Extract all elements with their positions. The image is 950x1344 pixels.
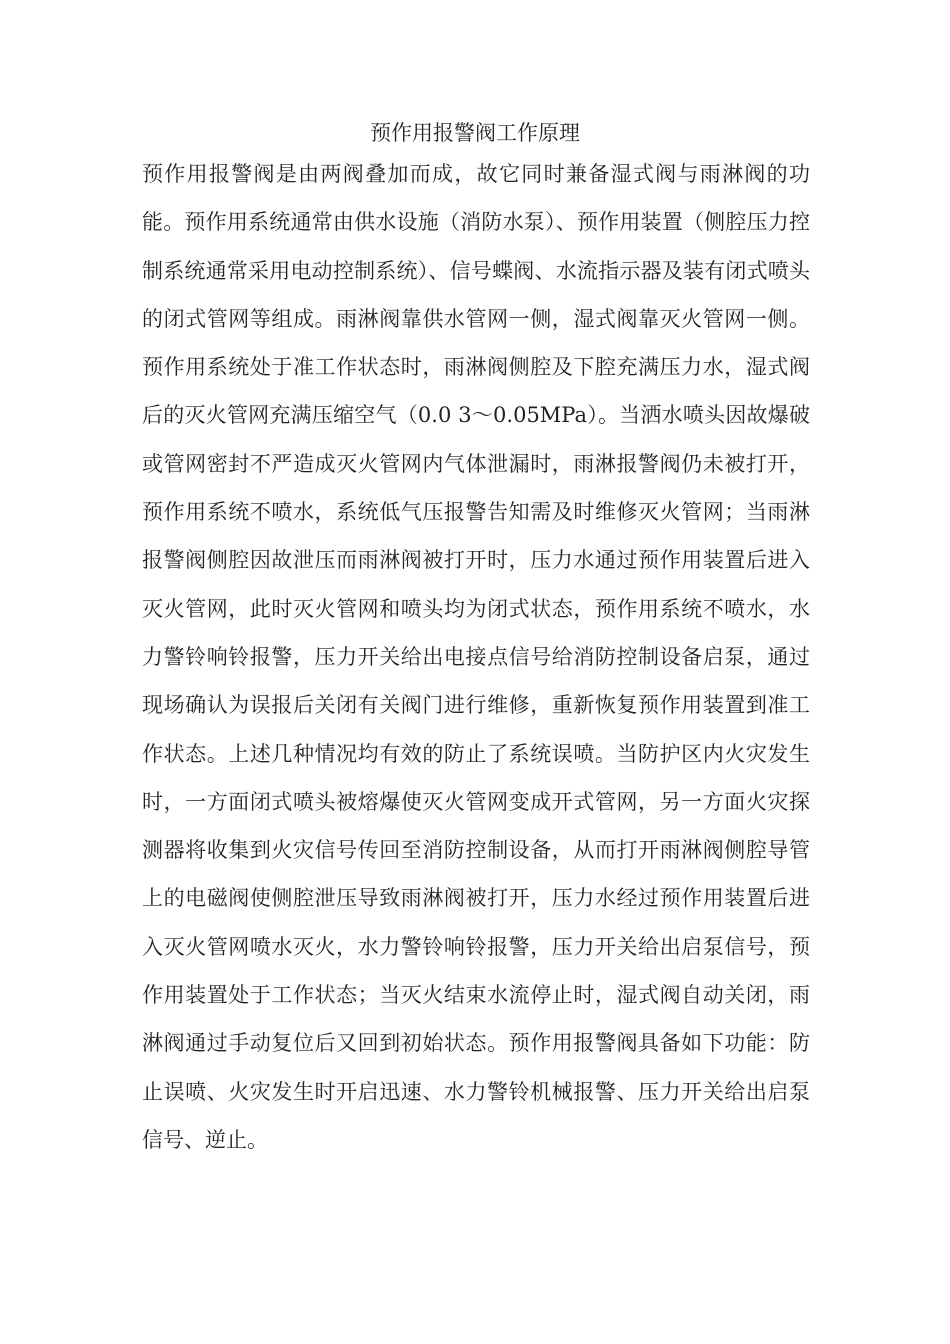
document-body-paragraph: 预作用报警阀是由两阀叠加而成，故它同时兼备湿式阀与雨淋阀的功能。预作用系统通常由供水设施（消防水泵）、预作用装置（侧腔压力控制系统通常采用电动控制系统）、信号蝶阀、水流指示器及装有闭式喷头的闭式管网等组成。雨淋阀靠供水管网一侧，湿式阀靠灭火管网一侧。预作用系统处于准工作状态时，雨淋阀侧腔及下腔充满压力水，湿式阀后的灭火管网充满压缩空气（0.0 3～0.05MPa）。当洒水喷头因故爆破或管网密封不严造成灭火管网内气体泄漏时，雨淋报警阀仍未被打开，预作用系统不喷水，系统低气压报警告知需及时维修灭火管网；当雨淋报警阀侧腔因故泄压而雨淋阀被打开时，压力水通过预作用装置后进入灭火管网，此时灭火管网和喷头均为闭式状态，预作用系统不喷水，水力警铃响铃报警，压力开关给出电接点信号给消防控制设备启泵，通过现场确认为误报后关闭有关阀门进行维修，重新恢复预作用装置到准工作状态。上述几种情况均有效的防止了系统误喷。当防护区内火灾发生时，一方面闭式喷头被熔爆使灭火管网变成开式管网，另一方面火灾探测器将收集到火灾信号传回至消防控制设备，从而打开雨淋阀侧腔导管上的电磁阀使侧腔泄压导致雨淋阀被打开，压力水经过预作用装置后进入灭火管网喷水灭火，水力警铃响铃报警，压力开关给出启泵信号，预作用装置处于工作状态；当灭火结束水流停止时，湿式阀自动关闭，雨淋阀通过手动复位后又回到初始状态。预作用报警阀具备如下功能：防止误喷、火灾发生时开启迅速、水力警铃机械报警、压力开关给出启泵信号、逆止。: [142, 162, 810, 1152]
document-title: 预作用报警阀工作原理: [370, 121, 580, 145]
